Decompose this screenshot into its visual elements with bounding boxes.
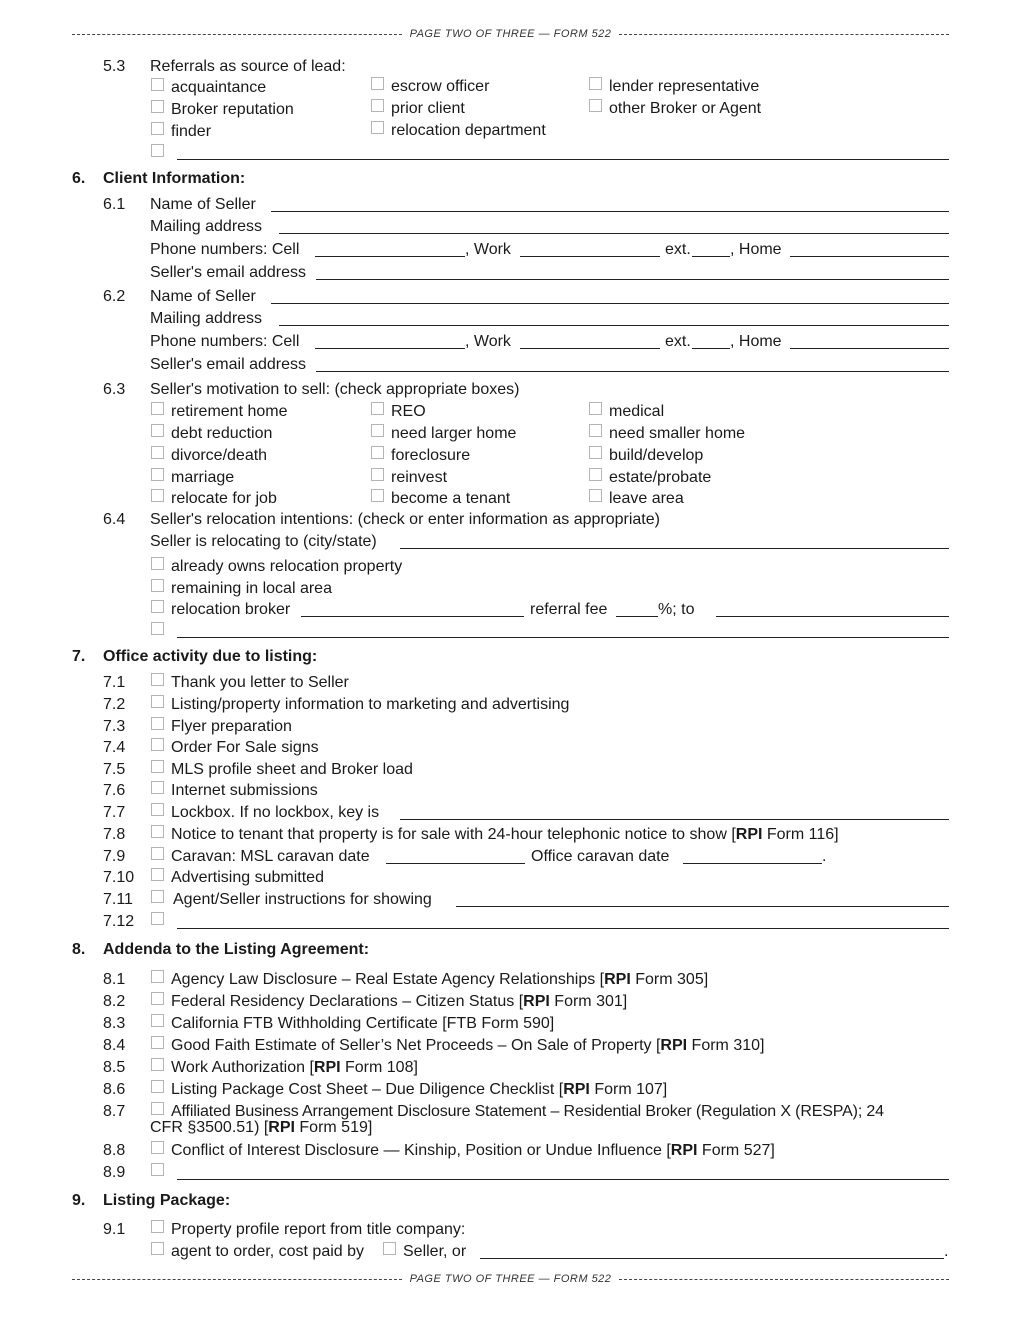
item-text-8-4 (171, 1037, 764, 1055)
agent-to-order-label: agent to order, cost paid by (171, 1243, 365, 1260)
seller2-home-line[interactable] (790, 348, 949, 349)
checkbox-agent-to-order[interactable] (151, 1242, 164, 1255)
item-text-7-2: Listing/property information to marketing and advertising (171, 696, 570, 713)
option-retirement-home: retirement home (171, 403, 288, 420)
item-text-8-4-post: Form 310] (687, 1037, 765, 1054)
item-8-9-line[interactable] (177, 1179, 949, 1180)
checkbox-8-1[interactable] (151, 970, 164, 983)
seller1-name-line[interactable] (271, 211, 949, 212)
checkbox-lender-representative[interactable] (589, 77, 602, 90)
checkbox-8-2[interactable] (151, 992, 164, 1005)
option-build-develop: build/develop (609, 447, 704, 464)
item-text-7-1: Thank you letter to Seller (171, 674, 349, 691)
paid-by-period: . (944, 1243, 949, 1260)
checkbox-referral-other[interactable] (151, 144, 164, 157)
page-footer (72, 1273, 949, 1285)
item-text-7-4: Order For Sale signs (171, 739, 319, 756)
checkbox-debt-reduction[interactable] (151, 424, 164, 437)
checkbox-7-6[interactable] (151, 781, 164, 794)
item-text-8-5-pre: Work Authorization [ (171, 1059, 314, 1076)
item-number-8-7: 8.7 (103, 1103, 126, 1120)
item-text-8-7-post: Form 519] (294, 1119, 373, 1136)
checkbox-relocation-broker[interactable] (151, 600, 164, 613)
checkbox-marriage[interactable] (151, 468, 164, 481)
checkbox-broker-reputation[interactable] (151, 100, 164, 113)
seller2-name-line[interactable] (271, 303, 949, 304)
paid-by-other-line[interactable] (480, 1258, 944, 1259)
relocation-broker-line[interactable] (301, 616, 524, 617)
item-text-8-4-rpi: RPI (660, 1037, 688, 1054)
checkbox-7-4[interactable] (151, 738, 164, 751)
checkbox-foreclosure[interactable] (371, 446, 384, 459)
option-prior-client: prior client (391, 100, 465, 117)
item-text-8-5-post: Form 108] (340, 1059, 418, 1076)
option-other-broker: other Broker or Agent (609, 100, 762, 117)
item-number-6-4: 6.4 (103, 511, 126, 528)
item-text-7-6: Internet submissions (171, 782, 318, 799)
referrals-label: Referrals as source of lead: (150, 58, 346, 75)
relocation-broker-label: relocation broker (171, 601, 291, 618)
referral-other-line[interactable] (177, 159, 949, 160)
seller1-cell-line[interactable] (315, 256, 465, 257)
seller1-phone-label: Phone numbers: Cell (150, 241, 300, 258)
checkbox-7-2[interactable] (151, 695, 164, 708)
item-text-8-1 (171, 971, 708, 989)
item-text-8-8-post: Form 527] (697, 1142, 775, 1159)
header-text: PAGE TWO OF THREE — FORM 522 (409, 28, 612, 40)
item-text-7-5: MLS profile sheet and Broker load (171, 761, 413, 778)
seller2-work-line[interactable] (520, 348, 660, 349)
item-text-8-2-rpi: RPI (523, 993, 550, 1010)
checkbox-escrow-officer[interactable] (371, 77, 384, 90)
option-medical: medical (609, 403, 665, 420)
item-number-8-3: 8.3 (103, 1015, 126, 1032)
lockbox-key-line[interactable] (400, 819, 949, 820)
item-text-8-2 (171, 993, 627, 1011)
item-text-8-5-rpi: RPI (313, 1059, 341, 1076)
item-number-8-5: 8.5 (103, 1059, 126, 1076)
checkbox-relocation-department[interactable] (371, 121, 384, 134)
option-divorce-death: divorce/death (171, 447, 268, 464)
section-number-6: 6. (72, 170, 86, 187)
item-number-7-3: 7.3 (103, 718, 126, 735)
caravan-period: . (822, 848, 827, 865)
item-number-8-4: 8.4 (103, 1037, 126, 1054)
checkbox-need-smaller-home[interactable] (589, 424, 602, 437)
checkbox-estate-probate[interactable] (589, 468, 602, 481)
item-text-8-7-rpi: RPI (268, 1119, 295, 1136)
checkbox-7-12[interactable] (151, 912, 164, 925)
seller1-work-line[interactable] (520, 256, 660, 257)
checkbox-acquaintance[interactable] (151, 78, 164, 91)
item-text-8-4-pre: Good Faith Estimate of Seller’s Net Proceeds – On Sale of Property [ (171, 1037, 661, 1054)
checkbox-relocate-for-job[interactable] (151, 489, 164, 502)
item-number-9-1: 9.1 (103, 1221, 126, 1238)
seller2-ext-label: ext. (665, 333, 691, 350)
checkbox-finder[interactable] (151, 122, 164, 135)
item-text-8-7-line2 (150, 1119, 372, 1137)
footer-text: PAGE TWO OF THREE — FORM 522 (409, 1273, 612, 1285)
seller1-home-line[interactable] (790, 256, 949, 257)
section-number-8: 8. (72, 941, 86, 958)
item-text-8-3 (171, 1015, 554, 1033)
relocation-intentions-label: Seller's relocation intentions: (check or enter information as appropriate) (150, 511, 660, 528)
item-text-8-2-post: Form 301] (549, 993, 628, 1010)
item-number-8-9: 8.9 (103, 1164, 126, 1181)
option-marriage: marriage (171, 469, 235, 486)
msl-caravan-date-line[interactable] (386, 863, 525, 864)
checkbox-8-7[interactable] (151, 1102, 164, 1115)
header-dash-left (72, 34, 402, 35)
checkbox-7-8[interactable] (151, 825, 164, 838)
item-number-7-5: 7.5 (103, 761, 126, 778)
relocating-to-line[interactable] (400, 548, 949, 549)
item-number-8-2: 8.2 (103, 993, 126, 1010)
item-text-7-3: Flyer preparation (171, 718, 292, 735)
referral-to-line[interactable] (716, 616, 949, 617)
checkbox-7-9[interactable] (151, 847, 164, 860)
item-7-12-line[interactable] (177, 928, 949, 929)
checkbox-need-larger-home[interactable] (371, 424, 384, 437)
section-title-listing-package: Listing Package: (103, 1192, 231, 1209)
item-number-7-1: 7.1 (103, 674, 126, 691)
section-number-9: 9. (72, 1192, 86, 1209)
item-text-7-10: Advertising submitted (171, 869, 324, 886)
item-number-7-8: 7.8 (103, 826, 126, 843)
motivation-label: Seller's motivation to sell: (check appropriate boxes) (150, 381, 520, 398)
option-acquaintance: acquaintance (171, 79, 267, 96)
item-text-7-9: Caravan: MSL caravan date (171, 848, 370, 865)
seller1-email-label: Seller's email address (150, 264, 307, 281)
option-need-larger-home: need larger home (391, 425, 517, 442)
footer-dash-right (619, 1279, 949, 1280)
item-text-8-8-pre: Conflict of Interest Disclosure — Kinship, Position or Undue Influence [ (171, 1142, 671, 1159)
item-number-8-1: 8.1 (103, 971, 126, 988)
option-finder: finder (171, 123, 212, 140)
paid-by-seller-label: Seller, or (403, 1243, 467, 1260)
seller1-name-label: Name of Seller (150, 196, 256, 213)
item-text-8-7-line2-pre: CFR §3500.51) [ (150, 1119, 269, 1136)
seller2-email-label: Seller's email address (150, 356, 307, 373)
checkbox-7-7[interactable] (151, 803, 164, 816)
item-number-6-1: 6.1 (103, 196, 126, 213)
checkbox-other-broker[interactable] (589, 99, 602, 112)
checkbox-paid-by-seller[interactable] (383, 1242, 396, 1255)
item-text-8-5 (171, 1059, 418, 1077)
checkbox-7-3[interactable] (151, 717, 164, 730)
option-become-a-tenant: become a tenant (391, 490, 511, 507)
item-text-8-1-pre: Agency Law Disclosure – Real Estate Agency Relationships [ (171, 971, 605, 988)
item-text-8-1-post: Form 305] (630, 971, 709, 988)
checkbox-7-11[interactable] (151, 890, 164, 903)
checkbox-divorce-death[interactable] (151, 446, 164, 459)
header-dash-right (619, 34, 949, 35)
item-text-8-6-pre: Listing Package Cost Sheet – Due Diligence Checklist [ (171, 1081, 564, 1098)
seller2-home-label: , Home (730, 333, 782, 350)
checkbox-7-5[interactable] (151, 760, 164, 773)
seller2-cell-line[interactable] (315, 348, 465, 349)
item-text-7-8-post: Form 116] (762, 826, 839, 843)
option-lender-representative: lender representative (609, 78, 760, 95)
option-reinvest: reinvest (391, 469, 448, 486)
section-number-7: 7. (72, 648, 86, 665)
seller2-work-label: , Work (465, 333, 511, 350)
option-relocation-department: relocation department (391, 122, 546, 139)
option-foreclosure: foreclosure (391, 447, 471, 464)
checkbox-8-9[interactable] (151, 1163, 164, 1176)
relocating-to-label: Seller is relocating to (city/state) (150, 533, 377, 550)
showing-instructions-line[interactable] (456, 906, 949, 907)
seller1-work-label: , Work (465, 241, 511, 258)
relocation-other-line[interactable] (177, 637, 949, 638)
checkbox-remaining-local[interactable] (151, 579, 164, 592)
item-text-8-8 (171, 1142, 775, 1160)
checkbox-relocation-other[interactable] (151, 622, 164, 635)
checkbox-build-develop[interactable] (589, 446, 602, 459)
page-header (72, 28, 949, 40)
item-text-7-8-rpi: RPI (735, 826, 763, 843)
section-title-office-activity: Office activity due to listing: (103, 648, 318, 665)
item-text-7-7: Lockbox. If no lockbox, key is (171, 804, 380, 821)
item-number-7-10: 7.10 (103, 869, 135, 886)
item-text-8-7-line1: Affiliated Business Arrangement Disclosure Statement – Residential Broker (Regulation X (RESPA); 24 (171, 1103, 884, 1120)
item-number-7-12: 7.12 (103, 913, 135, 930)
option-need-smaller-home: need smaller home (609, 425, 746, 442)
option-reo: REO (391, 403, 426, 420)
item-text-7-8 (171, 826, 839, 844)
option-relocate-for-job: relocate for job (171, 490, 277, 507)
item-text-7-11: Agent/Seller instructions for showing (173, 891, 432, 908)
item-text-7-8-pre: Notice to tenant that property is for sale with 24-hour telephonic notice to show [ (171, 826, 736, 843)
seller2-mailing-label: Mailing address (150, 310, 263, 327)
option-leave-area: leave area (609, 490, 684, 507)
checkbox-leave-area[interactable] (589, 489, 602, 502)
option-owns-relocation-property: already owns relocation property (171, 558, 403, 575)
checkbox-9-1[interactable] (151, 1220, 164, 1233)
seller2-name-label: Name of Seller (150, 288, 256, 305)
checkbox-8-5[interactable] (151, 1058, 164, 1071)
seller1-ext-line[interactable] (692, 256, 730, 257)
checkbox-8-8[interactable] (151, 1141, 164, 1154)
office-caravan-date-line[interactable] (683, 863, 822, 864)
item-number-6-2: 6.2 (103, 288, 126, 305)
checkbox-medical[interactable] (589, 402, 602, 415)
section-title-addenda: Addenda to the Listing Agreement: (103, 941, 370, 958)
referral-to-label: %; to (658, 601, 695, 618)
checkbox-8-3[interactable] (151, 1014, 164, 1027)
item-number-7-7: 7.7 (103, 804, 126, 821)
item-text-8-6-post: Form 107] (589, 1081, 668, 1098)
item-text-8-8-rpi: RPI (670, 1142, 698, 1159)
item-number-6-3: 6.3 (103, 381, 126, 398)
seller2-mailing-line[interactable] (279, 325, 949, 326)
checkbox-reinvest[interactable] (371, 468, 384, 481)
item-text-8-3-pre: California FTB Withholding Certificate [FTB Form 590] (171, 1015, 555, 1032)
item-number-7-6: 7.6 (103, 782, 126, 799)
referral-fee-line[interactable] (616, 616, 658, 617)
item-number-7-11: 7.11 (103, 891, 133, 908)
option-remaining-local: remaining in local area (171, 580, 332, 597)
option-broker-reputation: Broker reputation (171, 101, 294, 118)
checkbox-8-6[interactable] (151, 1080, 164, 1093)
referral-fee-label: referral fee (530, 601, 608, 618)
item-number-8-8: 8.8 (103, 1142, 126, 1159)
item-number-5-3: 5.3 (103, 58, 126, 75)
office-caravan-label: Office caravan date (531, 848, 670, 865)
item-text-8-2-pre: Federal Residency Declarations – Citizen Status [ (171, 993, 524, 1010)
item-text-8-6 (171, 1081, 667, 1099)
seller1-ext-label: ext. (665, 241, 691, 258)
footer-dash-left (72, 1279, 402, 1280)
seller1-mailing-line[interactable] (279, 233, 949, 234)
option-debt-reduction: debt reduction (171, 425, 273, 442)
seller2-email-line[interactable] (316, 371, 949, 372)
item-number-7-9: 7.9 (103, 848, 126, 865)
item-number-7-4: 7.4 (103, 739, 126, 756)
checkbox-7-10[interactable] (151, 868, 164, 881)
item-number-7-2: 7.2 (103, 696, 126, 713)
item-text-8-1-rpi: RPI (604, 971, 631, 988)
checkbox-prior-client[interactable] (371, 99, 384, 112)
section-title-client-information: Client Information: (103, 170, 246, 187)
item-text-9-1: Property profile report from title company: (171, 1221, 466, 1238)
checkbox-become-a-tenant[interactable] (371, 489, 384, 502)
option-estate-probate: estate/probate (609, 469, 712, 486)
item-number-8-6: 8.6 (103, 1081, 126, 1098)
seller1-email-line[interactable] (316, 279, 949, 280)
seller2-ext-line[interactable] (692, 348, 730, 349)
checkbox-8-4[interactable] (151, 1036, 164, 1049)
checkbox-owns-relocation-property[interactable] (151, 557, 164, 570)
seller1-mailing-label: Mailing address (150, 218, 263, 235)
seller2-phone-label: Phone numbers: Cell (150, 333, 300, 350)
option-escrow-officer: escrow officer (391, 78, 490, 95)
checkbox-7-1[interactable] (151, 673, 164, 686)
checkbox-retirement-home[interactable] (151, 402, 164, 415)
checkbox-reo[interactable] (371, 402, 384, 415)
seller1-home-label: , Home (730, 241, 782, 258)
item-text-8-6-rpi: RPI (563, 1081, 590, 1098)
